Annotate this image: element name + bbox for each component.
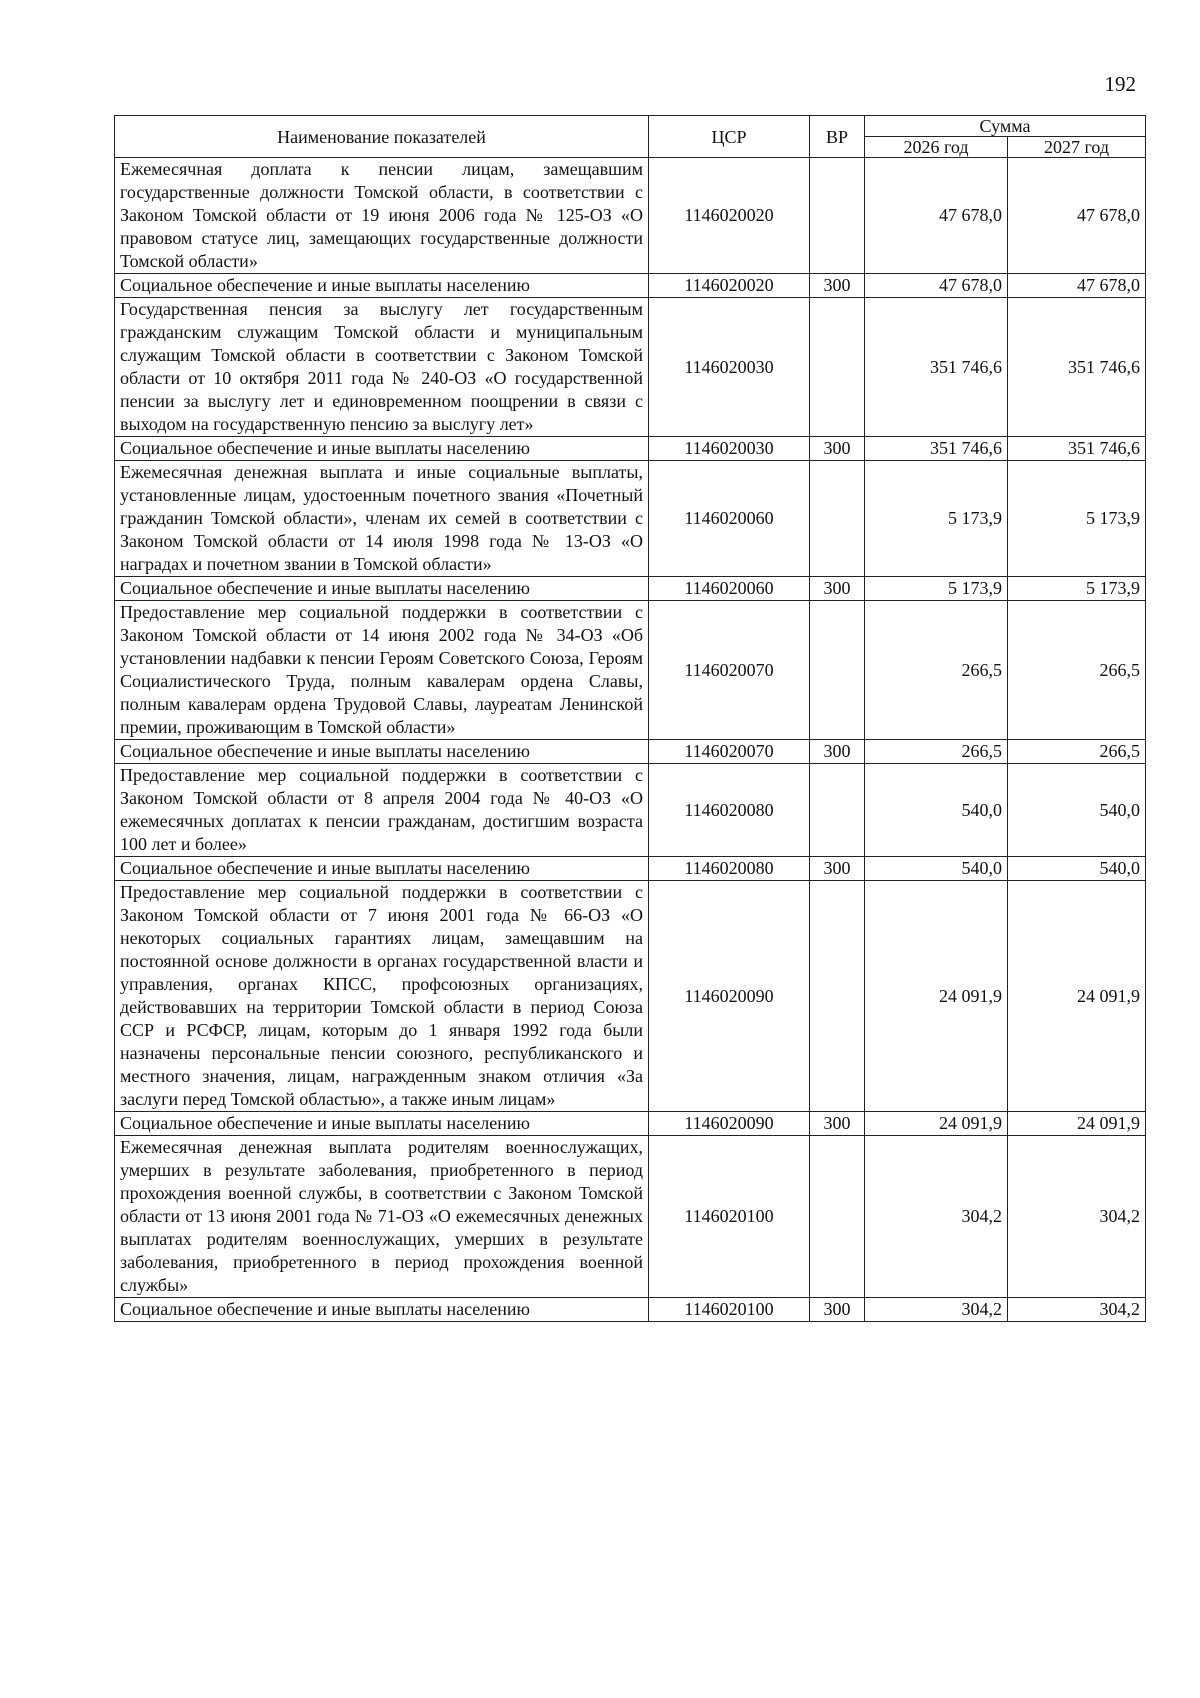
row-csr: 1146020070	[649, 601, 810, 740]
row-sum-2027: 351 746,6	[1008, 298, 1146, 437]
row-vr	[810, 158, 865, 274]
table-row	[115, 461, 1146, 577]
row-csr: 1146020080	[649, 764, 810, 857]
row-name: Ежемесячная денежная выплата и иные социальные выплаты, установленные лицам, удостоенным почетного звания «Почетный гражданин Томской области», членам их семей в соответствии с Законом Томской области от 14 июля 1998 года № 13-ОЗ «О наградах и почетном звании в Томской области»	[115, 461, 649, 577]
table-row	[115, 1298, 1146, 1322]
row-name: Ежемесячная денежная выплата родителям военнослужащих, умерших в результате заболевания, приобретенного в период прохождения военной службы, в соответствии с Законом Томской области от 13 июня 2001 года № 71-ОЗ «О ежемесячных денежных выплатах родителям военнослужащих, умерших в результате заболевания, приобретенного в период прохождения военной службы»	[115, 1136, 649, 1298]
table-row	[115, 577, 1146, 601]
row-csr: 1146020060	[649, 577, 810, 601]
row-sum-2027: 47 678,0	[1008, 158, 1146, 274]
row-sum-2027: 540,0	[1008, 764, 1146, 857]
row-sum-2027: 351 746,6	[1008, 437, 1146, 461]
row-sum-2026: 24 091,9	[865, 1112, 1008, 1136]
row-name: Социальное обеспечение и иные выплаты населению	[115, 1112, 649, 1136]
row-vr	[810, 764, 865, 857]
row-sum-2026: 24 091,9	[865, 881, 1008, 1112]
table-row	[115, 1112, 1146, 1136]
row-csr: 1146020020	[649, 274, 810, 298]
row-csr: 1146020090	[649, 1112, 810, 1136]
header-row	[115, 116, 1146, 137]
header-csr: ЦСР	[649, 116, 810, 158]
budget-table	[114, 115, 1146, 1322]
row-csr: 1146020030	[649, 437, 810, 461]
row-name: Социальное обеспечение и иные выплаты населению	[115, 1298, 649, 1322]
row-vr: 300	[810, 274, 865, 298]
row-sum-2027: 266,5	[1008, 740, 1146, 764]
table-row	[115, 158, 1146, 274]
header-year-2027: 2027 год	[1008, 137, 1146, 158]
table-row	[115, 437, 1146, 461]
table-row	[115, 298, 1146, 437]
row-sum-2027: 47 678,0	[1008, 274, 1146, 298]
row-csr: 1146020060	[649, 461, 810, 577]
row-vr: 300	[810, 1112, 865, 1136]
row-sum-2027: 24 091,9	[1008, 1112, 1146, 1136]
row-sum-2026: 5 173,9	[865, 461, 1008, 577]
row-sum-2026: 47 678,0	[865, 158, 1008, 274]
row-sum-2027: 540,0	[1008, 857, 1146, 881]
row-csr: 1146020090	[649, 881, 810, 1112]
header-sum: Сумма	[865, 116, 1146, 137]
row-vr: 300	[810, 740, 865, 764]
row-csr: 1146020100	[649, 1136, 810, 1298]
row-vr	[810, 1136, 865, 1298]
row-name: Предоставление мер социальной поддержки в соответствии с Законом Томской области от 8 апреля 2004 года № 40-ОЗ «О ежемесячных доплатах к пенсии гражданам, достигшим возраста 100 лет и более»	[115, 764, 649, 857]
row-vr: 300	[810, 437, 865, 461]
row-sum-2027: 304,2	[1008, 1136, 1146, 1298]
row-name: Социальное обеспечение и иные выплаты населению	[115, 857, 649, 881]
row-vr	[810, 461, 865, 577]
table-row	[115, 1136, 1146, 1298]
row-sum-2027: 266,5	[1008, 601, 1146, 740]
row-name: Предоставление мер социальной поддержки в соответствии с Законом Томской области от 7 июня 2001 года № 66-ОЗ «О некоторых социальных гарантиях лицам, замещавшим на постоянной основе должности в органах государственной власти и управления, органах КПСС, профсоюзных организациях, действовавших на территории Томской области в период Союза ССР и РСФСР, лицам, которым до 1 января 1992 года были назначены персональные пенсии союзного, республиканского и местного значения, лицам, награжденным знаком отличия «За заслуги перед Томской областью», а также иным лицам»	[115, 881, 649, 1112]
row-vr	[810, 298, 865, 437]
row-name: Предоставление мер социальной поддержки в соответствии с Законом Томской области от 14 июня 2002 года № 34-ОЗ «Об установлении надбавки к пенсии Героям Советского Союза, Героям Социалистического Труда, полным кавалерам ордена Славы, полным кавалерам ордена Трудовой Славы, лауреатам Ленинской премии, проживающим в Томской области»	[115, 601, 649, 740]
row-csr: 1146020030	[649, 298, 810, 437]
row-vr: 300	[810, 857, 865, 881]
row-sum-2026: 540,0	[865, 857, 1008, 881]
row-sum-2027: 5 173,9	[1008, 461, 1146, 577]
row-name: Ежемесячная доплата к пенсии лицам, замещавшим государственные должности Томской области, в соответствии с Законом Томской области от 19 июня 2006 года № 125-ОЗ «О правовом статусе лиц, замещающих государственные должности Томской области»	[115, 158, 649, 274]
row-sum-2027: 24 091,9	[1008, 881, 1146, 1112]
row-sum-2026: 5 173,9	[865, 577, 1008, 601]
row-vr: 300	[810, 1298, 865, 1322]
row-csr: 1146020100	[649, 1298, 810, 1322]
row-sum-2026: 266,5	[865, 740, 1008, 764]
page-number: 192	[1104, 72, 1136, 96]
row-csr: 1146020020	[649, 158, 810, 274]
row-sum-2027: 5 173,9	[1008, 577, 1146, 601]
row-sum-2026: 266,5	[865, 601, 1008, 740]
table-row	[115, 274, 1146, 298]
row-csr: 1146020070	[649, 740, 810, 764]
row-name: Социальное обеспечение и иные выплаты населению	[115, 577, 649, 601]
row-name: Социальное обеспечение и иные выплаты населению	[115, 740, 649, 764]
table-row	[115, 740, 1146, 764]
header-vr: ВР	[810, 116, 865, 158]
row-sum-2026: 351 746,6	[865, 437, 1008, 461]
row-sum-2026: 540,0	[865, 764, 1008, 857]
row-name: Социальное обеспечение и иные выплаты населению	[115, 437, 649, 461]
row-sum-2027: 304,2	[1008, 1298, 1146, 1322]
table-row	[115, 857, 1146, 881]
row-sum-2026: 304,2	[865, 1136, 1008, 1298]
table-row	[115, 764, 1146, 857]
row-csr: 1146020080	[649, 857, 810, 881]
table-row	[115, 881, 1146, 1112]
row-vr	[810, 601, 865, 740]
row-vr: 300	[810, 577, 865, 601]
header-year-2026: 2026 год	[865, 137, 1008, 158]
row-sum-2026: 351 746,6	[865, 298, 1008, 437]
row-sum-2026: 47 678,0	[865, 274, 1008, 298]
header-name: Наименование показателей	[115, 116, 649, 158]
row-sum-2026: 304,2	[865, 1298, 1008, 1322]
table-row	[115, 601, 1146, 740]
row-name: Социальное обеспечение и иные выплаты населению	[115, 274, 649, 298]
row-name: Государственная пенсия за выслугу лет государственным гражданским служащим Томской области и муниципальным служащим Томской области в соответствии с Законом Томской области от 10 октября 2011 года № 240-ОЗ «О государственной пенсии за выслугу лет и единовременном поощрении в связи с выходом на государственную пенсию за выслугу лет»	[115, 298, 649, 437]
row-vr	[810, 881, 865, 1112]
